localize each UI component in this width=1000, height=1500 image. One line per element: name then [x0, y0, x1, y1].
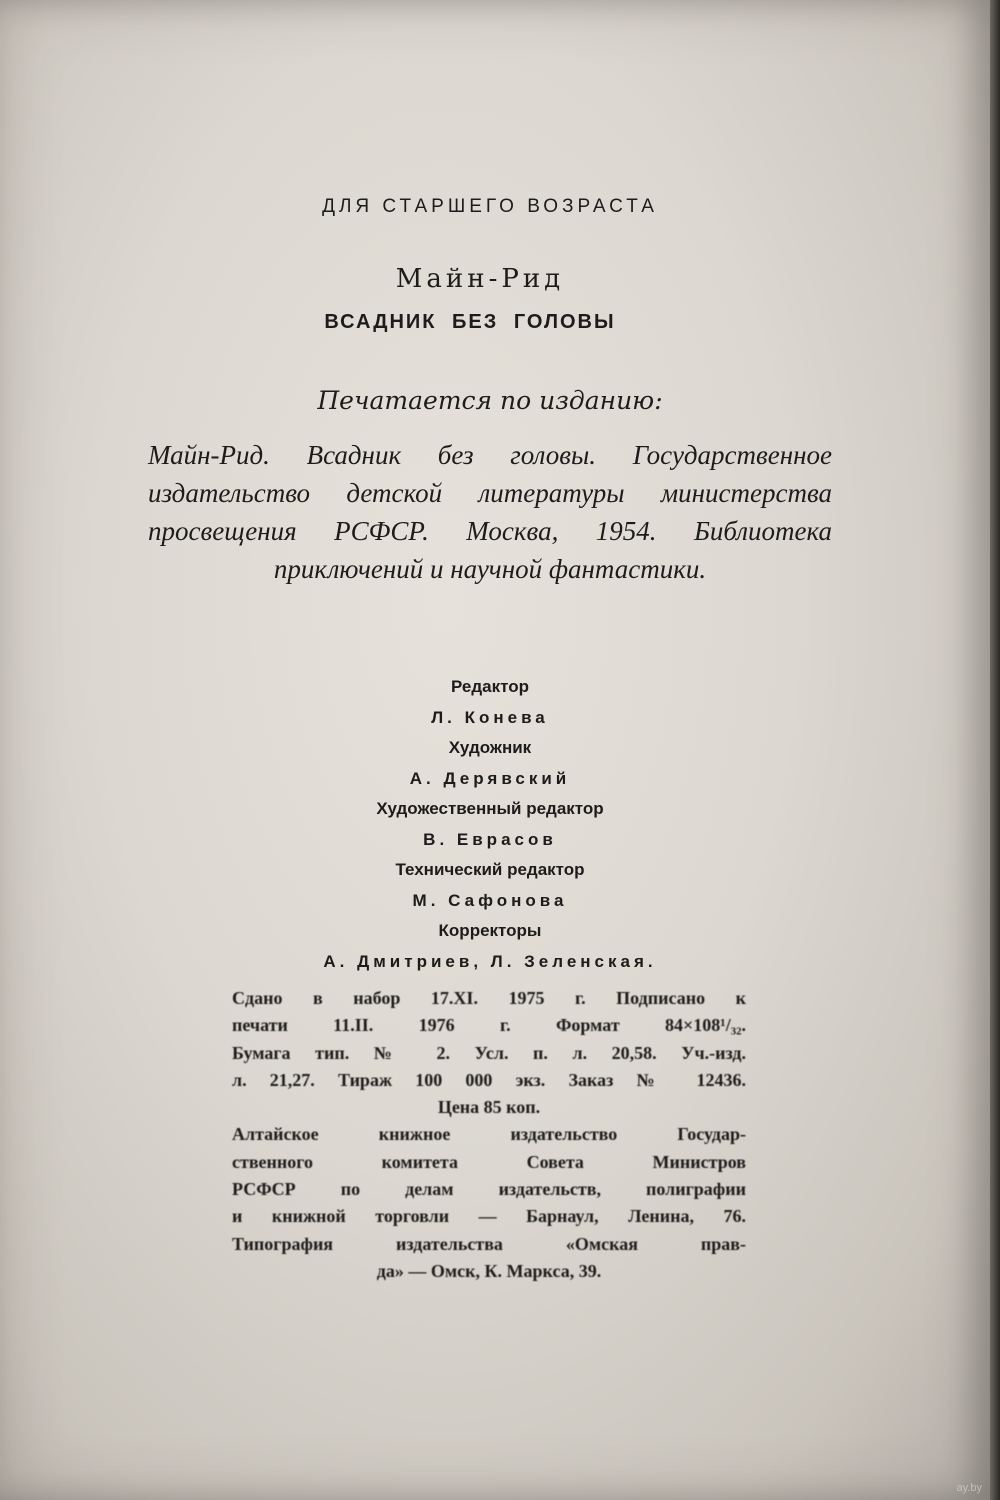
credits-list — [260, 672, 720, 977]
source-edition-label: Печатается по изданию: — [317, 386, 663, 415]
imprint-block — [232, 985, 746, 1285]
credit-role: Художественный редактор — [376, 799, 604, 818]
credit-name: Л. Конева — [431, 707, 549, 727]
credit-name: В. Еврасов — [423, 829, 557, 849]
book-title: ВСАДНИК БЕЗ ГОЛОВЫ — [324, 311, 616, 333]
watermark: ay.by — [956, 1482, 982, 1494]
publisher-line: ственного комитета Совета Министров — [232, 1151, 746, 1172]
publisher-line: Алтайское книжное издательство Государ- — [232, 1124, 746, 1145]
age-group-label: ДЛЯ СТАРШЕГО ВОЗРАСТА — [322, 196, 658, 217]
imprint-line: печати 11.II. 1976 г. Формат 84×108¹/₃₂. — [232, 1015, 746, 1036]
publisher-line: да» — Омск, К. Маркса, 39. — [376, 1260, 602, 1281]
author-name: Майн-Рид — [395, 264, 565, 294]
credit-role: Художник — [448, 738, 532, 757]
publisher-line: РСФСР по делам издательств, полиграфии — [232, 1179, 746, 1200]
publisher-line: Типография издательства «Омская прав- — [232, 1233, 746, 1254]
credit-name: А. Дмитриев, Л. Зеленская. — [323, 951, 657, 971]
source-line: издательство детской литературы министерства — [148, 478, 832, 508]
credit-role: Технический редактор — [395, 860, 585, 879]
source-line: просвещения РСФСР. Москва, 1954. Библиотека — [148, 516, 832, 546]
credit-name: М. Сафонова — [412, 890, 568, 910]
imprint-line: л. 21,27. Тираж 100 000 экз. Заказ № 12436. — [232, 1069, 746, 1090]
page-edge-shadow — [990, 0, 1000, 1500]
price-line: Цена 85 коп. — [437, 1097, 541, 1118]
source-line: приключений и научной фантастики. — [273, 554, 707, 584]
credit-role: Редактор — [451, 677, 529, 696]
imprint-line: Сдано в набор 17.XI. 1975 г. Подписано к — [232, 988, 746, 1008]
credit-name: А. Дерявский — [409, 768, 571, 788]
source-line: Майн-Рид. Всадник без головы. Государственное — [148, 440, 832, 470]
source-edition-text — [148, 436, 832, 588]
credit-role: Корректоры — [438, 921, 542, 940]
publisher-line: и книжной торговли — Барнаул, Ленина, 76. — [232, 1206, 746, 1227]
imprint-line: Бумага тип. № 2. Усл. п. л. 20,58. Уч.-изд. — [232, 1042, 746, 1063]
